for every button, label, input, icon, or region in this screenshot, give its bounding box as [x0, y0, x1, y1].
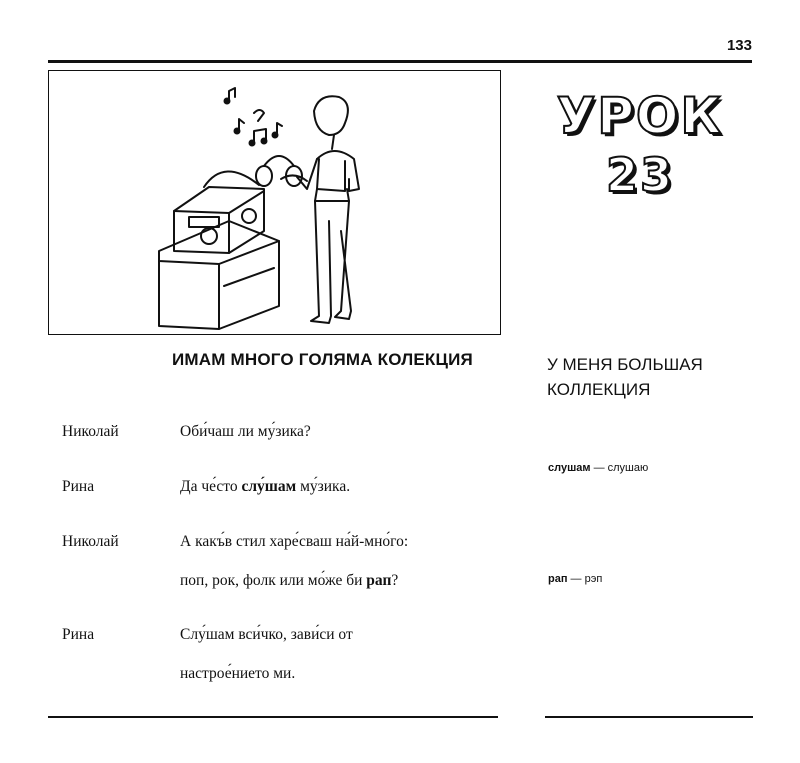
man-icon [256, 96, 359, 323]
translation-heading-line-2: КОЛЛЕКЦИЯ [547, 380, 651, 399]
top-rule [48, 60, 752, 63]
illustration-man-with-stereo [48, 70, 501, 335]
lesson-title [540, 88, 740, 206]
cabinet-icon [159, 221, 279, 329]
stereo-icon [174, 171, 264, 253]
speaker-nikolay: Николай [62, 423, 119, 440]
keyword-rap: рап [366, 572, 392, 589]
gloss-separator: — [590, 462, 608, 474]
utterance-text: му́зика. [296, 478, 351, 495]
bottom-rule-right [545, 716, 753, 718]
bottom-rule-left [48, 716, 498, 718]
dialogue-heading: ИМАМ МНОГО ГОЛЯМА КОЛЕКЦИЯ [172, 350, 473, 369]
lesson-number: 23 [605, 148, 674, 202]
lesson-word: УРОК [556, 87, 724, 145]
speaker-rina: Рина [62, 478, 95, 495]
gloss-translation: рэп [584, 573, 603, 585]
utterance-line: А какъ́в стил харе́сваш на́й-мно́го: [180, 533, 409, 550]
utterance-text: ? [391, 572, 399, 589]
keyword-slusham: слу́шам [241, 478, 297, 495]
utterance-text: поп, рок, фолк или мо́же би [180, 572, 367, 589]
gloss-translation: слушаю [607, 462, 649, 474]
music-notes-icon [225, 88, 283, 146]
translation-heading-line-1: У МЕНЯ БОЛЬШАЯ [547, 355, 703, 374]
gloss-term: рап [548, 573, 568, 585]
speaker-nikolay: Николай [62, 533, 119, 550]
gloss-separator: — [567, 573, 585, 585]
utterance-line: Слу́шам вси́чко, зави́си от [180, 626, 353, 643]
utterance-line [180, 478, 350, 496]
utterance-line: настрое́нието ми. [180, 665, 296, 682]
utterance-line: Оби́чаш ли му́зика? [180, 423, 311, 440]
page-number: 133 [726, 37, 752, 54]
gloss-rap [548, 573, 602, 585]
speaker-rina: Рина [62, 626, 95, 643]
utterance-line [180, 572, 398, 590]
translation-heading [547, 352, 777, 402]
utterance-text: Да че́сто [180, 478, 242, 495]
gloss-slusham [548, 462, 648, 474]
gloss-term: слушам [548, 462, 591, 474]
